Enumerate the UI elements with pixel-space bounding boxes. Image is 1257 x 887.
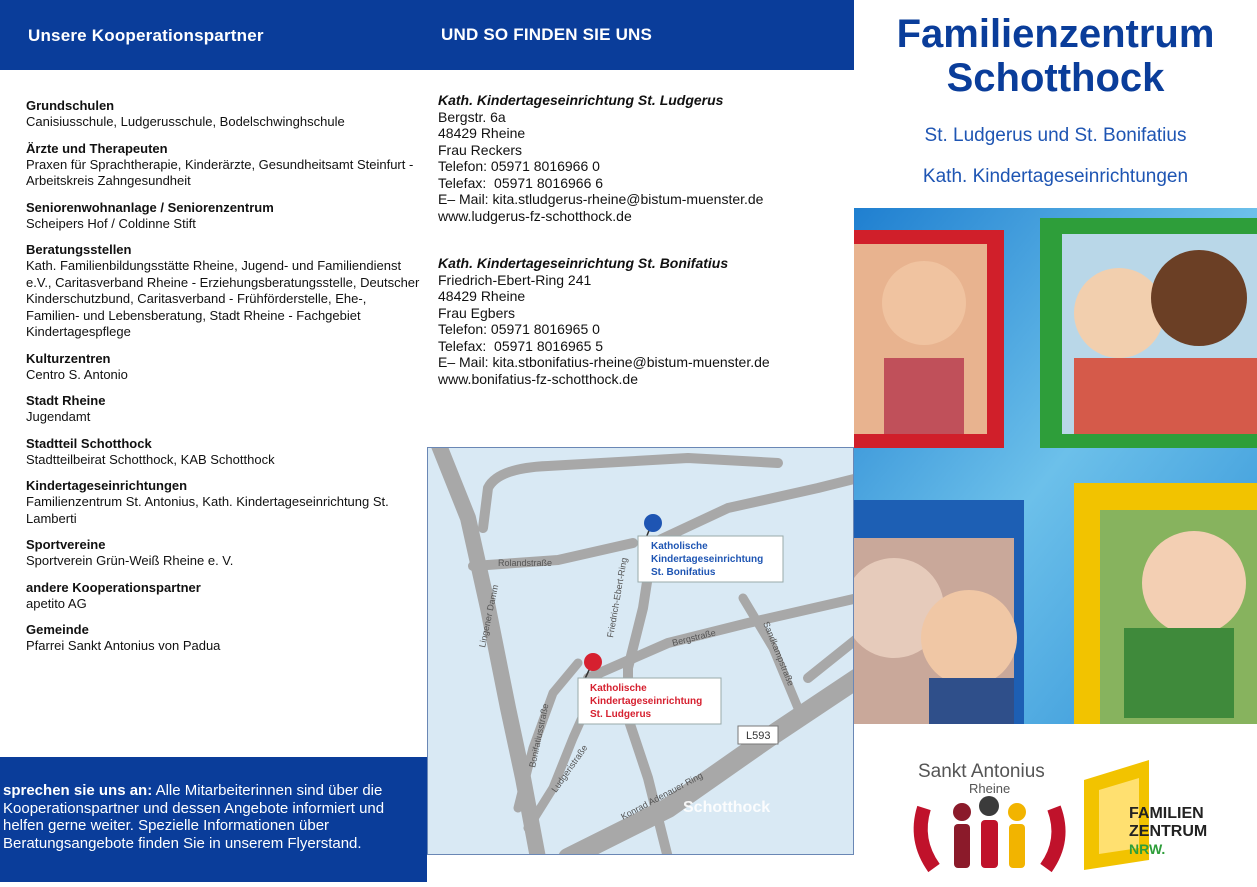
map-label-friedrich-ebert-ring: Friedrich-Ebert-Ring [605, 556, 630, 639]
partner-heading: Grundschulen [26, 98, 115, 113]
address-email[interactable]: E– Mail: kita.stludgerus-rheine@bistum-muenster.de [438, 191, 764, 207]
map-label-sandkampstrasse: Sandkampstraße [761, 620, 797, 688]
road-right-connector [808, 638, 854, 678]
partner-group [26, 200, 421, 233]
ludgerus-label-line: Katholische [590, 683, 647, 694]
map-drawing [428, 448, 854, 855]
ludgerus-label-line: St. Ludgerus [590, 709, 652, 720]
partner-heading: Sportvereine [26, 537, 106, 552]
address-line: Telefax: 05971 8016966 6 [438, 174, 604, 191]
contact-body: Alle Mitarbeiterinnen sind über die Kooperationspartner und dessen Angebote informiert und helfen gerne weiter. Spezielle Informationen über Beratungsangebote finden Sie in unserem Flyerstand. [3, 782, 385, 852]
partner-group [26, 580, 421, 613]
partner-text: Pfarrei Sankt Antonius von Padua [26, 638, 221, 653]
partner-text: Scheipers Hof / Coldinne Stift [26, 215, 196, 231]
title-line1: Familienzentrum [896, 12, 1215, 56]
address-line: Telefax: 05971 8016965 5 [438, 337, 604, 354]
partner-text: Praxen für Sprachtherapie, Kinderärzte, Gesundheitsamt Steinfurt - Arbeitskreis Zahngesundheit [26, 156, 414, 188]
address-ludgerus-name: Kath. Kindertageseinrichtung St. Ludgerus [438, 92, 724, 108]
bonifatius-label-line: St. Bonifatius [651, 567, 716, 578]
address-bonifatius-name: Kath. Kindertageseinrichtung St. Bonifatius [438, 255, 729, 271]
contact-box [0, 757, 427, 882]
address-line: 48429 Rheine [438, 125, 526, 141]
partner-group [26, 141, 421, 190]
left-header-title: Unsere Kooperationspartner [28, 26, 264, 45]
title-line2: Schotthock [946, 56, 1165, 100]
partner-heading: andere Kooperationspartner [26, 579, 201, 595]
road-bonifatiusstrasse [518, 663, 578, 808]
address-ludgerus [438, 92, 763, 224]
mid-header-band [427, 0, 854, 70]
partner-heading: Ärzte und Therapeuten [26, 140, 168, 156]
l593-label: L593 [746, 730, 771, 742]
logo-nrw: NRW. [1129, 841, 1166, 857]
familienzentrum-nrw-logo [1084, 760, 1207, 870]
partner-group [26, 622, 421, 655]
address-line: 48429 Rheine [438, 288, 526, 304]
map-label-rolandstrasse: Rolandstraße [498, 558, 553, 568]
road-top-loop [483, 458, 778, 528]
partner-text: Familienzentrum St. Antonius, Kath. Kindertageseinrichtung St. Lamberti [26, 494, 389, 526]
map-label-konrad-adenauer-ring: Konrad Adenauer Ring [619, 770, 705, 822]
mid-header-title: UND SO FINDEN SIE UNS [441, 25, 653, 44]
map-label-district: Schotthock [683, 799, 771, 816]
partner-text: Jugendamt [26, 409, 91, 424]
partners-list [26, 98, 421, 665]
partner-text: Centro S. Antonio [26, 366, 128, 382]
road-bergstrasse [588, 598, 854, 678]
logo-familien: FAMILIEN [1129, 805, 1204, 822]
pin-bonifatius[interactable] [644, 514, 662, 532]
address-line: Frau Egbers [438, 304, 516, 321]
bonifatius-label-line: Kindertageseinrichtung [651, 554, 764, 565]
address-line: Telefon: 05971 8016965 0 [438, 321, 600, 337]
contact-text [3, 782, 421, 852]
logo-zentrum: ZENTRUM [1129, 823, 1208, 840]
children-photo-collage [854, 208, 1257, 724]
address-line: Frau Reckers [438, 141, 523, 158]
partner-group [26, 351, 421, 384]
partner-text: Canisiusschule, Ludgerusschule, Bodelschwinghschule [26, 114, 345, 129]
partner-heading: Gemeinde [26, 622, 89, 637]
partner-heading: Kulturzentren [26, 350, 111, 366]
cover-panel [854, 0, 1257, 882]
partner-heading: Kindertageseinrichtungen [26, 478, 188, 493]
partner-text: Kath. Familienbildungsstätte Rheine, Jugend- und Familiendienst e.V., Caritasverband Rheine - Erziehungsberatungsstelle, Deutscher Kinderschutzbund, Caritasverband - Frühförderstelle, Ehe-, Familien- und Lebensberatung, Stadt Rheine - Fachgebiet Kindertagespflege [26, 258, 420, 339]
partner-text: Stadtteilbeirat Schotthock, KAB Schotthock [26, 451, 275, 467]
ludgerus-label-line: Kindertageseinrichtung [590, 696, 703, 707]
bonifatius-label-line: Katholische [651, 541, 708, 552]
left-header-band [0, 0, 427, 70]
subtitle-kita: Kath. Kindertageseinrichtungen [922, 166, 1189, 187]
address-email[interactable]: E– Mail: kita.stbonifatius-rheine@bistum-muenster.de [438, 354, 770, 370]
map-label-ludgeristrasse: Ludgeristraße [549, 742, 590, 795]
logo-sankt-antonius: Sankt Antonius [918, 761, 1045, 782]
partner-group [26, 393, 421, 426]
subtitle-parishes: St. Ludgerus und St. Bonifatius [924, 125, 1187, 146]
contact-lead: sprechen sie uns an: [3, 782, 153, 799]
address-website[interactable]: www.bonifatius-fz-schotthock.de [438, 370, 638, 387]
road-upper-right [653, 478, 854, 543]
partner-text: Sportverein Grün-Weiß Rheine e. V. [26, 553, 234, 568]
partner-group [26, 98, 421, 131]
partner-group [26, 242, 421, 341]
address-line: Bergstr. 6a [438, 108, 506, 125]
logos-area [854, 740, 1257, 882]
map-label-bonifatiusstrasse: Bonifatiusstraße [527, 702, 551, 769]
partner-heading: Stadt Rheine [26, 393, 106, 408]
partner-group [26, 478, 421, 527]
logo-rheine: Rheine [969, 781, 1011, 796]
partner-group [26, 436, 421, 469]
address-line: Friedrich-Ebert-Ring 241 [438, 271, 592, 288]
partner-group [26, 537, 421, 570]
location-map[interactable] [427, 447, 854, 855]
partner-heading: Seniorenwohnanlage / Seniorenzentrum [26, 199, 274, 215]
address-bonifatius [438, 255, 770, 387]
map-label-bergstrasse: Bergstraße [671, 627, 717, 648]
map-label-lingener-damm: Lingener Damm [477, 583, 501, 649]
road-rolandstrasse [473, 543, 633, 566]
address-website[interactable]: www.ludgerus-fz-schotthock.de [438, 207, 632, 224]
address-line: Telefon: 05971 8016966 0 [438, 158, 600, 174]
sankt-antonius-figures-icon [921, 796, 1059, 868]
partner-heading: Stadtteil Schotthock [26, 435, 152, 451]
pin-ludgerus[interactable] [584, 653, 602, 671]
partner-heading: Beratungsstellen [26, 242, 132, 257]
partner-text: apetito AG [26, 595, 87, 611]
